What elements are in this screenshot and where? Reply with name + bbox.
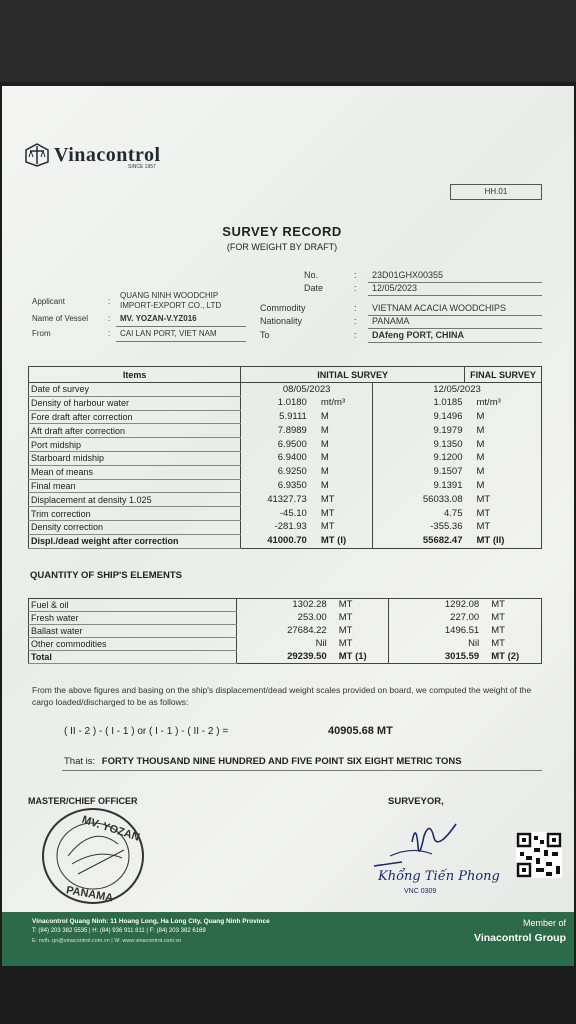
survey-final-value: 9.1496 bbox=[373, 410, 465, 424]
survey-final-value: 1.0185 bbox=[373, 396, 465, 410]
that-is-line bbox=[64, 756, 462, 767]
survey-initial-value: 1.0180 bbox=[241, 396, 309, 410]
elements-initial-unit: MT (1) bbox=[329, 651, 389, 664]
elements-initial-value: 1302.28 bbox=[236, 599, 328, 612]
master-label: MASTER/CHIEF OFFICER bbox=[28, 796, 138, 806]
survey-final-value: 4.75 bbox=[373, 507, 465, 521]
applicant-label: Applicant bbox=[32, 297, 65, 306]
survey-initial-unit: MT bbox=[309, 507, 373, 521]
elements-initial-unit: MT bbox=[329, 612, 389, 625]
elements-section-title: QUANTITY OF SHIP'S ELEMENTS bbox=[30, 570, 182, 581]
underline bbox=[62, 770, 542, 771]
stamp-bottom-text: PANAMA bbox=[65, 884, 115, 905]
elements-initial-unit: MT bbox=[329, 625, 389, 638]
survey-initial-value: 41327.73 bbox=[241, 493, 309, 507]
from-label: From bbox=[32, 329, 51, 338]
survey-item-label: Port midship bbox=[29, 438, 241, 452]
computation-paragraph: From the above figures and basing on the ship's displacement/dead weight scales provided on board, we computed the weight of the cargo loaded/discharged to be as follows: bbox=[32, 685, 532, 707]
elements-initial-value: 27684.22 bbox=[236, 625, 328, 638]
survey-final-unit: M bbox=[465, 424, 542, 438]
elements-item-label: Total bbox=[29, 651, 237, 664]
survey-row bbox=[29, 451, 542, 465]
survey-item-label: Starboard midship bbox=[29, 451, 241, 465]
from-value: CAI LAN PORT, VIET NAM bbox=[120, 329, 217, 338]
survey-initial-value: 6.9400 bbox=[241, 451, 309, 465]
vessel-stamp-icon bbox=[38, 804, 148, 908]
survey-initial-value: 08/05/2023 bbox=[241, 383, 373, 397]
survey-final-unit: MT (II) bbox=[465, 534, 542, 548]
date-value: 12/05/2023 bbox=[372, 283, 418, 293]
survey-final-value: 9.1979 bbox=[373, 424, 465, 438]
elements-initial-unit: MT bbox=[329, 599, 389, 612]
elements-final-value: 3015.59 bbox=[389, 651, 481, 664]
elements-initial-unit: MT bbox=[329, 638, 389, 651]
survey-initial-unit: M bbox=[309, 451, 373, 465]
nationality-value: PANAMA bbox=[372, 316, 410, 326]
colon: : bbox=[354, 270, 357, 280]
underline bbox=[116, 341, 246, 342]
surveyor-label: SURVEYOR, bbox=[388, 796, 444, 807]
survey-item-label: Final mean bbox=[29, 479, 241, 493]
applicant-value-1: QUANG NINH WOODCHIP bbox=[120, 291, 219, 300]
header-initial: INITIAL SURVEY bbox=[241, 367, 465, 383]
stamp-top-text: MV. YOZAN bbox=[80, 813, 142, 844]
elements-final-unit: MT bbox=[481, 599, 541, 612]
elements-final-value: 1496.51 bbox=[389, 625, 481, 638]
survey-table-body bbox=[29, 383, 542, 549]
elements-initial-value: 29239.50 bbox=[236, 651, 328, 664]
survey-row bbox=[29, 465, 542, 479]
survey-final-value: 9.1200 bbox=[373, 451, 465, 465]
colon: : bbox=[108, 314, 111, 323]
elements-initial-value: Nil bbox=[236, 638, 328, 651]
survey-table bbox=[28, 366, 542, 549]
survey-row bbox=[29, 479, 542, 493]
colon: : bbox=[354, 330, 357, 340]
survey-initial-unit: MT (I) bbox=[309, 534, 373, 548]
formula: ( II - 2 ) - ( I - 1 ) or ( I - 1 ) - ( II - 2 ) = bbox=[64, 726, 229, 737]
cargo-weight-result: 40905.68 MT bbox=[328, 725, 393, 737]
elements-table bbox=[28, 598, 542, 664]
footer-address: Vinacontrol Quang Ninh: 11 Hoang Long, Ha Long City, Quang Ninh Province bbox=[32, 918, 270, 925]
commodity-value: VIETNAM ACACIA WOODCHIPS bbox=[372, 303, 507, 313]
survey-final-value: 55682.47 bbox=[373, 534, 465, 548]
company-name: Vinacontrol bbox=[54, 143, 161, 166]
applicant-value-2: IMPORT-EXPORT CO., LTD bbox=[120, 301, 222, 310]
underline bbox=[368, 328, 542, 329]
underline bbox=[368, 295, 542, 296]
elements-row bbox=[29, 638, 542, 651]
survey-item-label: Aft draft after correction bbox=[29, 424, 241, 438]
form-code-box: HH.01 bbox=[450, 184, 542, 200]
qr-code-icon bbox=[516, 832, 562, 878]
survey-row bbox=[29, 520, 542, 534]
footer-member-label: Member of bbox=[522, 918, 566, 928]
elements-final-unit: MT bbox=[481, 612, 541, 625]
elements-table-body bbox=[29, 599, 542, 664]
vinacontrol-emblem-icon bbox=[24, 142, 50, 168]
survey-item-label: Density correction bbox=[29, 520, 241, 534]
that-is-value: FORTY THOUSAND NINE HUNDRED AND FIVE POINT SIX EIGHT METRIC TONS bbox=[101, 756, 462, 767]
footer-phones: T: (84) 203 382 5535 | H: (84) 936 911 811 | F: (84) 203 382 6169 bbox=[32, 928, 206, 934]
document-title: SURVEY RECORD bbox=[222, 224, 342, 239]
survey-item-label: Mean of means bbox=[29, 465, 241, 479]
document-subtitle: (FOR WEIGHT BY DRAFT) bbox=[226, 242, 338, 252]
survey-initial-value: 6.9500 bbox=[241, 438, 309, 452]
survey-initial-value: 41000.70 bbox=[241, 534, 309, 548]
photo-background-top bbox=[0, 0, 576, 82]
survey-final-unit: M bbox=[465, 438, 542, 452]
company-logo bbox=[24, 142, 161, 168]
elements-final-value: 227.00 bbox=[389, 612, 481, 625]
survey-item-label: Fore draft after correction bbox=[29, 410, 241, 424]
underline bbox=[116, 326, 246, 327]
elements-item-label: Other commodities bbox=[29, 638, 237, 651]
underline bbox=[368, 342, 542, 343]
elements-item-label: Fuel & oil bbox=[29, 599, 237, 612]
survey-initial-value: -281.93 bbox=[241, 520, 309, 534]
survey-initial-value: 5.9111 bbox=[241, 410, 309, 424]
survey-item-label: Date of survey bbox=[29, 383, 241, 397]
elements-final-unit: MT bbox=[481, 638, 541, 651]
date-label: Date bbox=[304, 283, 324, 293]
survey-initial-value: -45.10 bbox=[241, 507, 309, 521]
elements-row bbox=[29, 599, 542, 612]
elements-item-label: Fresh water bbox=[29, 612, 237, 625]
elements-final-value: Nil bbox=[389, 638, 481, 651]
footer-bar bbox=[2, 912, 574, 966]
survey-row bbox=[29, 534, 542, 548]
commodity-label: Commodity bbox=[260, 303, 306, 313]
survey-row bbox=[29, 410, 542, 424]
colon: : bbox=[108, 329, 111, 338]
surveyor-code: VNC 0309 bbox=[404, 888, 437, 895]
elements-initial-value: 253.00 bbox=[236, 612, 328, 625]
colon: : bbox=[354, 303, 357, 313]
survey-final-unit: M bbox=[465, 451, 542, 465]
company-since: SINCE 1957 bbox=[128, 164, 156, 170]
survey-row bbox=[29, 383, 542, 397]
footer-member-group: Vinacontrol Group bbox=[474, 932, 566, 944]
survey-initial-unit: M bbox=[309, 410, 373, 424]
survey-initial-unit: M bbox=[309, 479, 373, 493]
survey-initial-unit: mt/m³ bbox=[309, 396, 373, 410]
survey-initial-value: 6.9250 bbox=[241, 465, 309, 479]
colon: : bbox=[354, 316, 357, 326]
survey-initial-value: 7.8989 bbox=[241, 424, 309, 438]
survey-final-value: -355.36 bbox=[373, 520, 465, 534]
survey-final-unit: M bbox=[465, 479, 542, 493]
survey-final-value: 9.1350 bbox=[373, 438, 465, 452]
no-value: 23D01GHX00355 bbox=[372, 270, 444, 280]
survey-final-unit: M bbox=[465, 465, 542, 479]
survey-item-label: Displ./dead weight after correction bbox=[29, 534, 241, 548]
elements-row bbox=[29, 612, 542, 625]
survey-initial-unit: M bbox=[309, 438, 373, 452]
colon: : bbox=[108, 297, 111, 306]
survey-final-value: 9.1507 bbox=[373, 465, 465, 479]
elements-item-label: Ballast water bbox=[29, 625, 237, 638]
header-items: Items bbox=[29, 367, 241, 383]
survey-final-unit: mt/m³ bbox=[465, 396, 542, 410]
elements-final-unit: MT (2) bbox=[481, 651, 541, 664]
elements-row bbox=[29, 651, 542, 664]
survey-initial-unit: MT bbox=[309, 520, 373, 534]
to-value: DAfeng PORT, CHINA bbox=[372, 330, 464, 340]
colon: : bbox=[354, 283, 357, 293]
survey-final-unit: M bbox=[465, 410, 542, 424]
survey-row bbox=[29, 507, 542, 521]
survey-item-label: Trim correction bbox=[29, 507, 241, 521]
that-is-label: That is: bbox=[64, 756, 96, 767]
survey-final-unit: MT bbox=[465, 493, 542, 507]
surveyor-name: Khổng Tiến Phong bbox=[378, 869, 500, 884]
survey-initial-unit: MT bbox=[309, 493, 373, 507]
survey-row bbox=[29, 396, 542, 410]
survey-final-value: 56033.08 bbox=[373, 493, 465, 507]
survey-initial-unit: M bbox=[309, 424, 373, 438]
vessel-value: MV. YOZAN-V.YZ016 bbox=[120, 314, 197, 323]
survey-final-unit: MT bbox=[465, 507, 542, 521]
survey-initial-value: 6.9350 bbox=[241, 479, 309, 493]
survey-row bbox=[29, 493, 542, 507]
survey-final-value: 9.1391 bbox=[373, 479, 465, 493]
to-label: To bbox=[260, 330, 270, 340]
survey-final-unit: MT bbox=[465, 520, 542, 534]
footer-web: E: nvth..qn@vinacontrol.com.vn | W: www.vinacontrol.com.vn bbox=[32, 938, 182, 944]
surveyor-signature-icon bbox=[372, 816, 462, 870]
survey-initial-unit: M bbox=[309, 465, 373, 479]
survey-record-document bbox=[2, 86, 574, 966]
elements-row bbox=[29, 625, 542, 638]
vessel-label: Name of Vessel bbox=[32, 314, 89, 323]
nationality-label: Nationality bbox=[260, 316, 303, 326]
survey-row bbox=[29, 424, 542, 438]
survey-item-label: Displacement at density 1.025 bbox=[29, 493, 241, 507]
survey-final-value: 12/05/2023 bbox=[373, 383, 542, 397]
survey-item-label: Density of harbour water bbox=[29, 396, 241, 410]
elements-final-unit: MT bbox=[481, 625, 541, 638]
header-final: FINAL SURVEY bbox=[465, 367, 542, 383]
survey-row bbox=[29, 438, 542, 452]
elements-final-value: 1292.08 bbox=[389, 599, 481, 612]
no-label: No. bbox=[304, 270, 319, 280]
